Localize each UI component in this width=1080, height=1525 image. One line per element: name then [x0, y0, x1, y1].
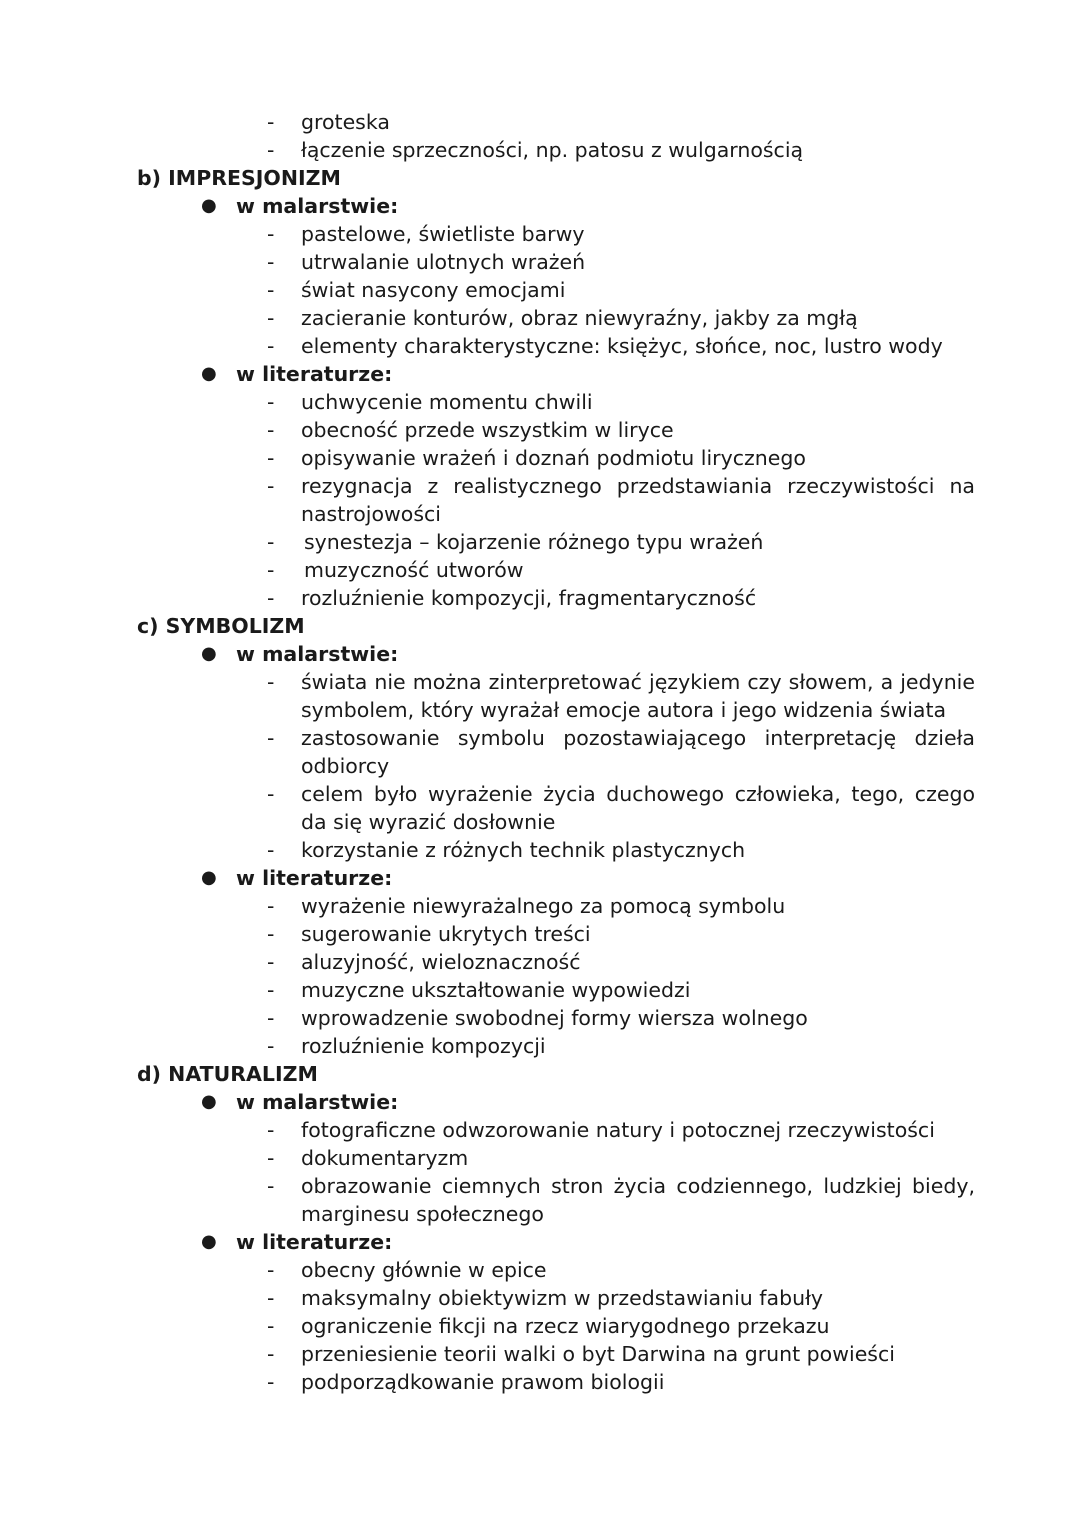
list-item-text: fotograficzne odwzorowanie natury i potocznej rzeczywistości — [301, 1118, 935, 1142]
list-item-text: wyrażenie niewyrażalnego za pomocą symbolu — [301, 894, 786, 918]
list-item-text: ograniczenie fikcji na rzecz wiarygodnego przekazu — [301, 1314, 830, 1338]
dash-marker: - — [267, 558, 275, 582]
dash-marker: - — [267, 670, 275, 694]
list-item — [0, 416, 1080, 444]
list-item-text: korzystanie z różnych technik plastycznych — [301, 838, 746, 862]
bullet-icon: ● — [201, 195, 217, 216]
dash-marker: - — [267, 1286, 275, 1310]
dash-marker: - — [267, 250, 275, 274]
list-item-continuation — [0, 500, 1080, 528]
list-item-text: dokumentaryzm — [301, 1146, 469, 1170]
list-item-continuation — [0, 808, 1080, 836]
dash-marker: - — [267, 726, 275, 750]
list-item-text: rezygnacja z realistycznego przedstawiania rzeczywistości na — [301, 474, 975, 498]
bullet-icon: ● — [201, 1091, 217, 1112]
list-item — [0, 976, 1080, 1004]
bullet-icon: ● — [201, 867, 217, 888]
bullet-icon: ● — [201, 363, 217, 384]
list-item-text: rozluźnienie kompozycji, fragmentaryczność — [301, 586, 757, 610]
subsection-heading — [0, 640, 1080, 668]
dash-marker: - — [267, 1370, 275, 1394]
dash-marker: - — [267, 950, 275, 974]
dash-marker: - — [267, 1258, 275, 1282]
list-item — [0, 528, 1080, 556]
list-item-text: nastrojowości — [301, 502, 441, 526]
list-item — [0, 920, 1080, 948]
dash-marker: - — [267, 530, 275, 554]
list-item — [0, 1340, 1080, 1368]
dash-marker: - — [267, 446, 275, 470]
list-item-text: utrwalanie ulotnych wrażeń — [301, 250, 586, 274]
list-item-text: świat nasycony emocjami — [301, 278, 566, 302]
dash-marker: - — [267, 1174, 275, 1198]
dash-marker: - — [267, 1314, 275, 1338]
list-item — [0, 304, 1080, 332]
list-item — [0, 1004, 1080, 1032]
list-item-text: celem było wyrażenie życia duchowego człowieka, tego, czego — [301, 782, 975, 806]
list-item-text: wprowadzenie swobodnej formy wiersza wolnego — [301, 1006, 808, 1030]
list-item-text: marginesu społecznego — [301, 1202, 544, 1226]
list-item-text: maksymalny obiektywizm w przedstawianiu fabuły — [301, 1286, 824, 1310]
dash-marker: - — [267, 838, 275, 862]
list-item-continuation — [0, 752, 1080, 780]
subsection-label: w malarstwie: — [236, 194, 399, 218]
list-item — [0, 276, 1080, 304]
list-item — [0, 472, 1080, 500]
list-item-text: elementy charakterystyczne: księżyc, słońce, noc, lustro wody — [301, 334, 943, 358]
section-heading-impresjonizm — [0, 164, 1080, 192]
subsection-label: w literaturze: — [236, 362, 393, 386]
subsection-label: w literaturze: — [236, 1230, 393, 1254]
list-item — [0, 1312, 1080, 1340]
dash-marker: - — [267, 418, 275, 442]
subsection-label: w literaturze: — [236, 866, 393, 890]
dash-marker: - — [267, 922, 275, 946]
list-item — [0, 1144, 1080, 1172]
list-item-continuation — [0, 1200, 1080, 1228]
dash-marker: - — [267, 334, 275, 358]
list-item — [0, 332, 1080, 360]
section-title: c) SYMBOLIZM — [137, 614, 305, 638]
dash-marker: - — [267, 222, 275, 246]
section-title: b) IMPRESJONIZM — [137, 166, 341, 190]
list-item-text: synestezja – kojarzenie różnego typu wrażeń — [304, 530, 764, 554]
list-item — [0, 948, 1080, 976]
dash-marker: - — [267, 110, 275, 134]
list-item-continuation — [0, 696, 1080, 724]
list-item-text: przeniesienie teorii walki o byt Darwina na grunt powieści — [301, 1342, 895, 1366]
list-item-text: odbiorcy — [301, 754, 390, 778]
subsection-heading — [0, 1228, 1080, 1256]
list-item-text: sugerowanie ukrytych treści — [301, 922, 591, 946]
subsection-heading — [0, 192, 1080, 220]
dash-marker: - — [267, 782, 275, 806]
list-item — [0, 1368, 1080, 1396]
dash-marker: - — [267, 474, 275, 498]
dash-marker: - — [267, 390, 275, 414]
list-item — [0, 836, 1080, 864]
list-item — [0, 668, 1080, 696]
list-item-text: pastelowe, świetliste barwy — [301, 222, 585, 246]
list-item — [0, 892, 1080, 920]
list-item — [0, 1032, 1080, 1060]
list-item-text: podporządkowanie prawom biologii — [301, 1370, 665, 1394]
list-item — [0, 1116, 1080, 1144]
list-item-text: obrazowanie ciemnych stron życia codziennego, ludzkiej biedy, — [301, 1174, 975, 1198]
list-item — [0, 724, 1080, 752]
list-item-text: muzyczne ukształtowanie wypowiedzi — [301, 978, 691, 1002]
list-item-text: świata nie można zinterpretować językiem czy słowem, a jedynie — [301, 670, 975, 694]
dash-marker: - — [267, 978, 275, 1002]
dash-marker: - — [267, 1146, 275, 1170]
list-item-text: zastosowanie symbolu pozostawiającego interpretację dzieła — [301, 726, 975, 750]
dash-marker: - — [267, 138, 275, 162]
list-item — [0, 388, 1080, 416]
list-item-text: symbolem, który wyrażał emocje autora i jego widzenia świata — [301, 698, 947, 722]
list-item-text: zacieranie konturów, obraz niewyraźny, jakby za mgłą — [301, 306, 858, 330]
subsection-label: w malarstwie: — [236, 1090, 399, 1114]
list-item-text: opisywanie wrażeń i doznań podmiotu lirycznego — [301, 446, 806, 470]
list-item-text: obecny głównie w epice — [301, 1258, 547, 1282]
list-item — [0, 444, 1080, 472]
subsection-heading — [0, 864, 1080, 892]
list-item — [0, 136, 1080, 164]
dash-marker: - — [267, 1034, 275, 1058]
list-item-text: muzyczność utworów — [304, 558, 524, 582]
list-item-text: łączenie sprzeczności, np. patosu z wulgarnością — [301, 138, 804, 162]
subsection-label: w malarstwie: — [236, 642, 399, 666]
list-item — [0, 556, 1080, 584]
list-item-text: rozluźnienie kompozycji — [301, 1034, 546, 1058]
section-heading-naturalizm — [0, 1060, 1080, 1088]
list-item — [0, 584, 1080, 612]
section-heading-symbolizm — [0, 612, 1080, 640]
dash-marker: - — [267, 894, 275, 918]
bullet-icon: ● — [201, 1231, 217, 1252]
list-item — [0, 1172, 1080, 1200]
subsection-heading — [0, 360, 1080, 388]
list-item-text: groteska — [301, 110, 390, 134]
bullet-icon: ● — [201, 643, 217, 664]
list-item-text: da się wyrazić dosłownie — [301, 810, 556, 834]
section-title: d) NATURALIZM — [137, 1062, 318, 1086]
dash-marker: - — [267, 306, 275, 330]
dash-marker: - — [267, 586, 275, 610]
dash-marker: - — [267, 1118, 275, 1142]
list-item-text: obecność przede wszystkim w liryce — [301, 418, 674, 442]
list-item — [0, 1284, 1080, 1312]
document-page — [0, 108, 1080, 1396]
list-item — [0, 1256, 1080, 1284]
dash-marker: - — [267, 1342, 275, 1366]
list-item-text: uchwycenie momentu chwili — [301, 390, 593, 414]
list-item — [0, 780, 1080, 808]
dash-marker: - — [267, 1006, 275, 1030]
list-item-text: aluzyjność, wieloznaczność — [301, 950, 581, 974]
list-item — [0, 108, 1080, 136]
subsection-heading — [0, 1088, 1080, 1116]
list-item — [0, 248, 1080, 276]
dash-marker: - — [267, 278, 275, 302]
list-item — [0, 220, 1080, 248]
